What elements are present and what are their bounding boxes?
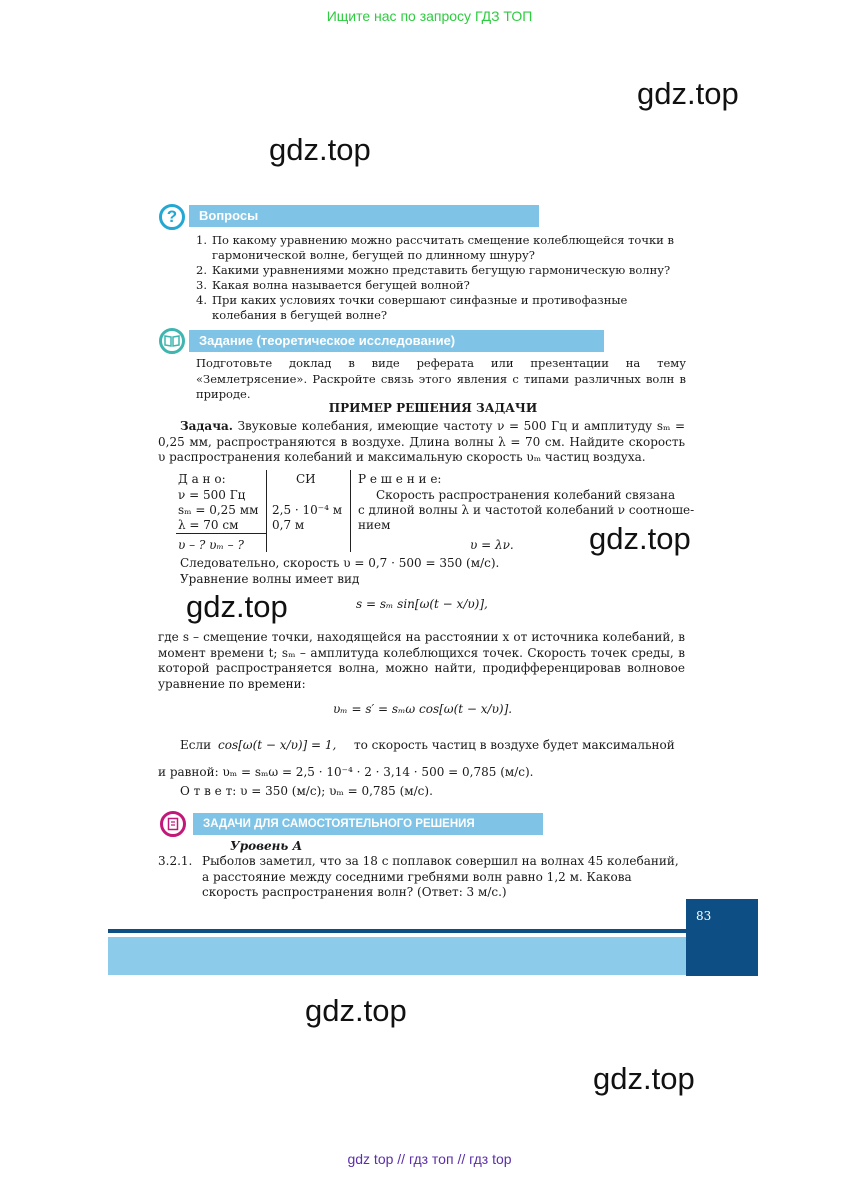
wave-eq-line: Уравнение волны имеет вид: [180, 572, 360, 586]
top-banner: Ищите нас по запросу ГДЗ ТОП: [326, 8, 533, 24]
assignment-text: Подготовьте доклад в виде реферата или презентации на тему «Землетрясение». Раскройте связь этого явления с типами различных волн в природе.: [196, 356, 686, 401]
footer-separator: //: [457, 1151, 466, 1167]
questions-list: [196, 233, 686, 323]
list-item: 3. Какая волна называется бегущей волной?: [196, 278, 470, 292]
watermark: gdz.top: [589, 521, 691, 556]
table-divider: [266, 470, 267, 552]
task-number: 3.2.1.: [158, 854, 193, 868]
si-header: СИ: [296, 472, 316, 486]
if-suffix: то скорость частиц в воздухе будет максимальной: [354, 738, 675, 752]
page-band-line: [108, 929, 686, 933]
table-divider: [176, 533, 266, 534]
footer-link[interactable]: gdz top: [347, 1151, 394, 1167]
solution-header: Р е ш е н и е:: [358, 472, 442, 486]
assignment-title: Задание (теоретическое исследование): [189, 330, 604, 352]
solution-line: нием: [358, 518, 391, 532]
given-header: Д а н о:: [178, 472, 226, 486]
page-band: [108, 937, 686, 975]
watermark: gdz.top: [637, 76, 739, 111]
solution-line: с длиной волны λ и частотой колебаний ν соотноше-: [358, 503, 695, 517]
footer-separator: //: [397, 1151, 406, 1167]
tasks-level: Уровень А: [230, 839, 303, 853]
si-value: 2,5 · 10⁻⁴ м: [272, 503, 343, 517]
task-icon: [160, 811, 186, 837]
footer-link[interactable]: гдз топ: [408, 1151, 454, 1167]
given-value: sₘ = 0,25 мм: [178, 503, 259, 517]
book-icon: [159, 328, 185, 354]
solution-line: Скорость распространения колебаний связана: [376, 488, 676, 502]
si-value: 0,7 м: [272, 518, 305, 532]
where-paragraph: где s – смещение точки, находящейся на расстоянии x от источника колебаний, в момент времени t; sₘ – амплитуда колеблющихся точек. Скорость точек среды, в которой распространяется волна, можно найти, продифференцировав волновое уравнение по времени:: [158, 630, 685, 691]
list-item: 4. При каких условиях точки совершают синфазные и противофазные колебания в бегущей волне?: [196, 293, 628, 322]
question-icon: ?: [159, 204, 185, 230]
answer-line: О т в е т: υ = 350 (м/с); υₘ = 0,785 (м/с).: [180, 784, 433, 798]
if-prefix: Если: [180, 738, 212, 752]
watermark: gdz.top: [186, 589, 288, 624]
example-heading: ПРИМЕР РЕШЕНИЯ ЗАДАЧИ: [328, 401, 538, 415]
tasks-title: ЗАДАЧИ ДЛЯ САМОСТОЯТЕЛЬНОГО РЕШЕНИЯ: [193, 813, 543, 835]
velocity-formula: υₘ = s′ = sₘω cos[ω(t − x/υ)].: [333, 702, 513, 716]
find-values: υ – ? υₘ – ?: [178, 538, 244, 552]
list-item: 1. По какому уравнению можно рассчитать смещение колеблющейся точки в гармонической волне, бегущей по длинному шнуру?: [196, 233, 674, 262]
formula-v: υ = λν.: [470, 538, 514, 552]
task-text: Рыболов заметил, что за 18 с поплавок совершил на волнах 45 колебаний, а расстояние между соседними гребнями волн равно 1,2 м. Какова скорость распространения волн? (Ответ: 3 м/с.): [202, 854, 679, 899]
given-value: λ = 70 см: [178, 518, 239, 532]
consequently-line: Следовательно, скорость υ = 0,7 · 500 = 350 (м/с).: [180, 556, 500, 570]
footer-links: [0, 1151, 859, 1167]
watermark: gdz.top: [593, 1061, 695, 1096]
example-task: Задача. Звуковые колебания, имеющие частоту ν = 500 Гц и амплитуду sₘ = 0,25 мм, распространяются в воздухе. Длина волны λ = 70 см. Найдите скорость υ распространения колебаний и максимальную скорость υₘ частиц воздуха.: [158, 419, 685, 464]
table-divider: [350, 470, 351, 552]
if-formula: cos[ω(t − x/υ)] = 1,: [218, 738, 337, 752]
given-value: ν = 500 Гц: [178, 488, 246, 502]
page-number: 83: [686, 899, 758, 976]
equal-line: и равной: υₘ = sₘω = 2,5 · 10⁻⁴ · 2 · 3,14 · 500 = 0,785 (м/с).: [158, 765, 534, 779]
watermark: gdz.top: [269, 132, 371, 167]
task-item: [158, 854, 686, 901]
watermark: gdz.top: [305, 993, 407, 1028]
footer-link[interactable]: гдз top: [469, 1151, 512, 1167]
list-item: 2. Какими уравнениями можно представить бегущую гармоническую волну?: [196, 263, 671, 277]
questions-title: Вопросы: [189, 205, 539, 227]
wave-formula: s = sₘ sin[ω(t − x/υ)],: [356, 597, 488, 611]
